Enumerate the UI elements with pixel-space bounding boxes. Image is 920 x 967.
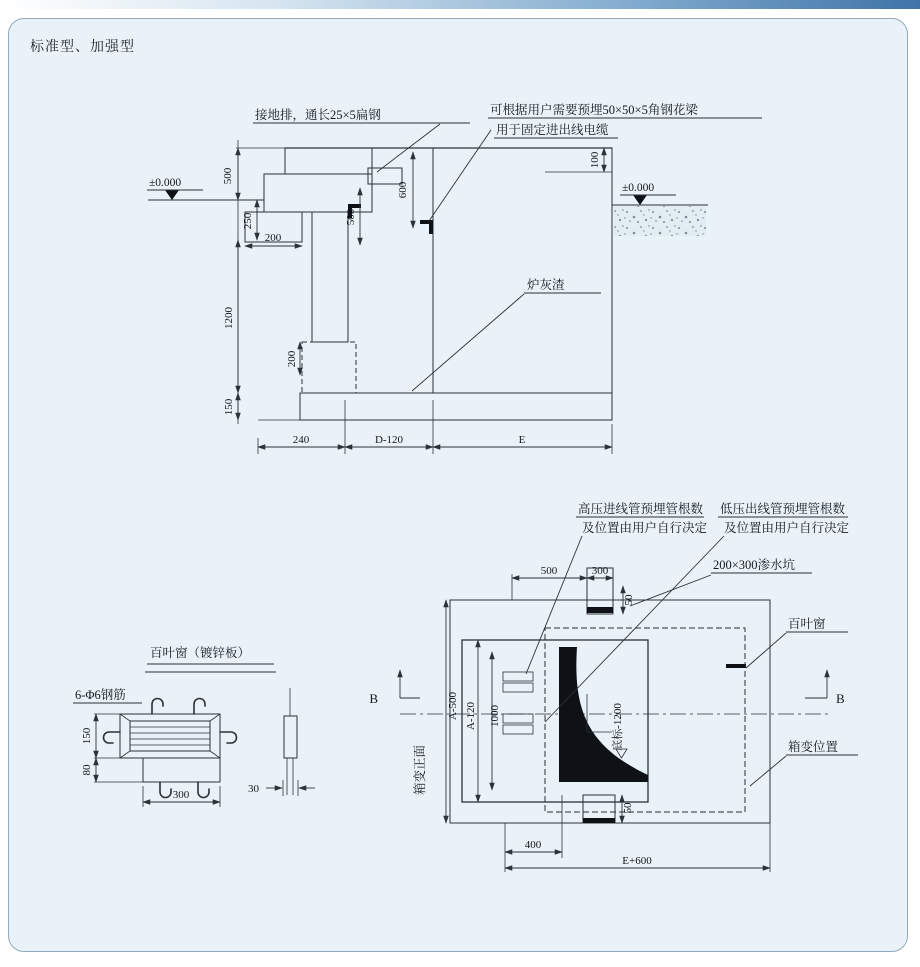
section-b-left-label: B bbox=[369, 691, 378, 706]
dim-louver-30: 30 bbox=[248, 783, 259, 795]
rebar-hook-right bbox=[220, 732, 237, 743]
level-triangle-left bbox=[165, 190, 179, 200]
note-grounding-bar: 接地排，通长25×5扁钢 bbox=[255, 108, 381, 122]
leader-ash bbox=[412, 294, 524, 391]
section-dimensions bbox=[222, 140, 612, 454]
leader-box-position bbox=[750, 756, 786, 786]
dim-E600: E+600 bbox=[622, 855, 652, 867]
note-ash: 炉灰渣 bbox=[527, 278, 565, 292]
note-hv-line2: 及位置由用户自行决定 bbox=[582, 521, 708, 535]
section-marker-b-left bbox=[369, 670, 420, 706]
dim-1000: 1000 bbox=[489, 705, 501, 727]
dim-500-inner: 500 bbox=[345, 208, 357, 226]
rebar-hook-bottom-right bbox=[198, 782, 209, 798]
dim-150: 150 bbox=[223, 398, 235, 416]
rebar-hook-top-right bbox=[194, 699, 205, 715]
page-title: 标准型、加强型 bbox=[30, 38, 135, 54]
dim-400: 400 bbox=[524, 839, 542, 851]
note-lv-line1: 低压出线管预埋管根数 bbox=[720, 502, 846, 516]
footing-left bbox=[302, 342, 356, 393]
lv-embedded-pipes bbox=[503, 714, 533, 734]
dim-D120: D-120 bbox=[374, 434, 404, 446]
bottom-level-bracket bbox=[587, 694, 612, 732]
leader-seepage-pit bbox=[630, 575, 711, 606]
rebar-hook-bottom-left bbox=[160, 782, 171, 798]
pit-wall-left bbox=[312, 212, 348, 342]
dim-louver-150: 150 bbox=[81, 727, 93, 745]
dim-100: 100 bbox=[589, 151, 601, 169]
pit-wall-right bbox=[433, 148, 612, 393]
note-seepage-pit: 200×300渗水坑 bbox=[713, 558, 796, 572]
section-b-right-label: B bbox=[836, 691, 845, 706]
angle-steel-right bbox=[420, 220, 433, 234]
seepage-pit-bottom-bar bbox=[583, 818, 615, 823]
dim-A120: A-120 bbox=[465, 701, 477, 731]
note-box-position: 箱变位置 bbox=[788, 740, 839, 754]
louver-front-view bbox=[104, 699, 237, 798]
level-triangle-right bbox=[633, 195, 647, 205]
louver-mark bbox=[726, 664, 746, 668]
ash-layer bbox=[300, 393, 612, 420]
grounding-bar-bracket bbox=[368, 168, 402, 184]
leader-louver bbox=[746, 633, 786, 668]
hv-embedded-pipes bbox=[503, 672, 533, 692]
rebar-hook-top-left bbox=[152, 699, 163, 715]
dim-200-block: 200 bbox=[264, 232, 282, 244]
note-box-front: 箱变正面 bbox=[413, 744, 427, 796]
dim-500-left: 500 bbox=[222, 167, 234, 185]
level-label-left: ±0.000 bbox=[149, 177, 182, 189]
dim-200-footing: 200 bbox=[286, 350, 298, 368]
section-marker-b-right bbox=[805, 670, 845, 706]
concrete-cap-left bbox=[285, 148, 372, 174]
dim-240: 240 bbox=[292, 434, 310, 446]
louver-title: 百叶窗（镀锌板） bbox=[150, 646, 251, 660]
plan-view bbox=[369, 501, 858, 872]
level-label-right: ±0.000 bbox=[622, 182, 655, 194]
dim-E: E bbox=[518, 434, 526, 446]
dim-600: 600 bbox=[397, 181, 409, 199]
rebar-hook-left bbox=[104, 732, 121, 743]
dim-louver-80: 80 bbox=[81, 764, 93, 776]
section-view bbox=[147, 102, 762, 454]
dim-250: 250 bbox=[242, 212, 254, 230]
dim-louver-300: 300 bbox=[172, 789, 190, 801]
earth-band-right bbox=[614, 206, 706, 236]
note-lv-line2: 及位置由用户自行决定 bbox=[724, 521, 850, 535]
cable-route-arrow bbox=[559, 647, 648, 782]
dim-plan-500: 500 bbox=[540, 565, 558, 577]
dim-plan-50-top: 50 bbox=[623, 594, 635, 606]
louver-rebar-note: 6-Φ6钢筋 bbox=[75, 688, 126, 702]
dim-A500: A-500 bbox=[447, 691, 459, 721]
louver-detail bbox=[73, 645, 315, 807]
note-hv-line1: 高压进线管预埋管根数 bbox=[578, 502, 704, 516]
dim-1200: 1200 bbox=[223, 307, 235, 329]
leader-lv-pipes bbox=[545, 536, 724, 722]
seepage-pit-top-bar bbox=[587, 607, 613, 613]
leader-beam bbox=[429, 130, 491, 221]
note-beam-line2: 用于固定进出线电缆 bbox=[496, 123, 609, 137]
louver-side-view bbox=[284, 688, 297, 795]
bottom-level-label: 底标-1200 bbox=[612, 703, 624, 751]
note-beam-line1: 可根据用户需要预埋50×50×5角钢花梁 bbox=[490, 103, 698, 117]
dim-plan-50-bottom: 50 bbox=[622, 802, 634, 814]
note-louver: 百叶窗 bbox=[788, 617, 826, 631]
dim-plan-300: 300 bbox=[591, 565, 609, 577]
